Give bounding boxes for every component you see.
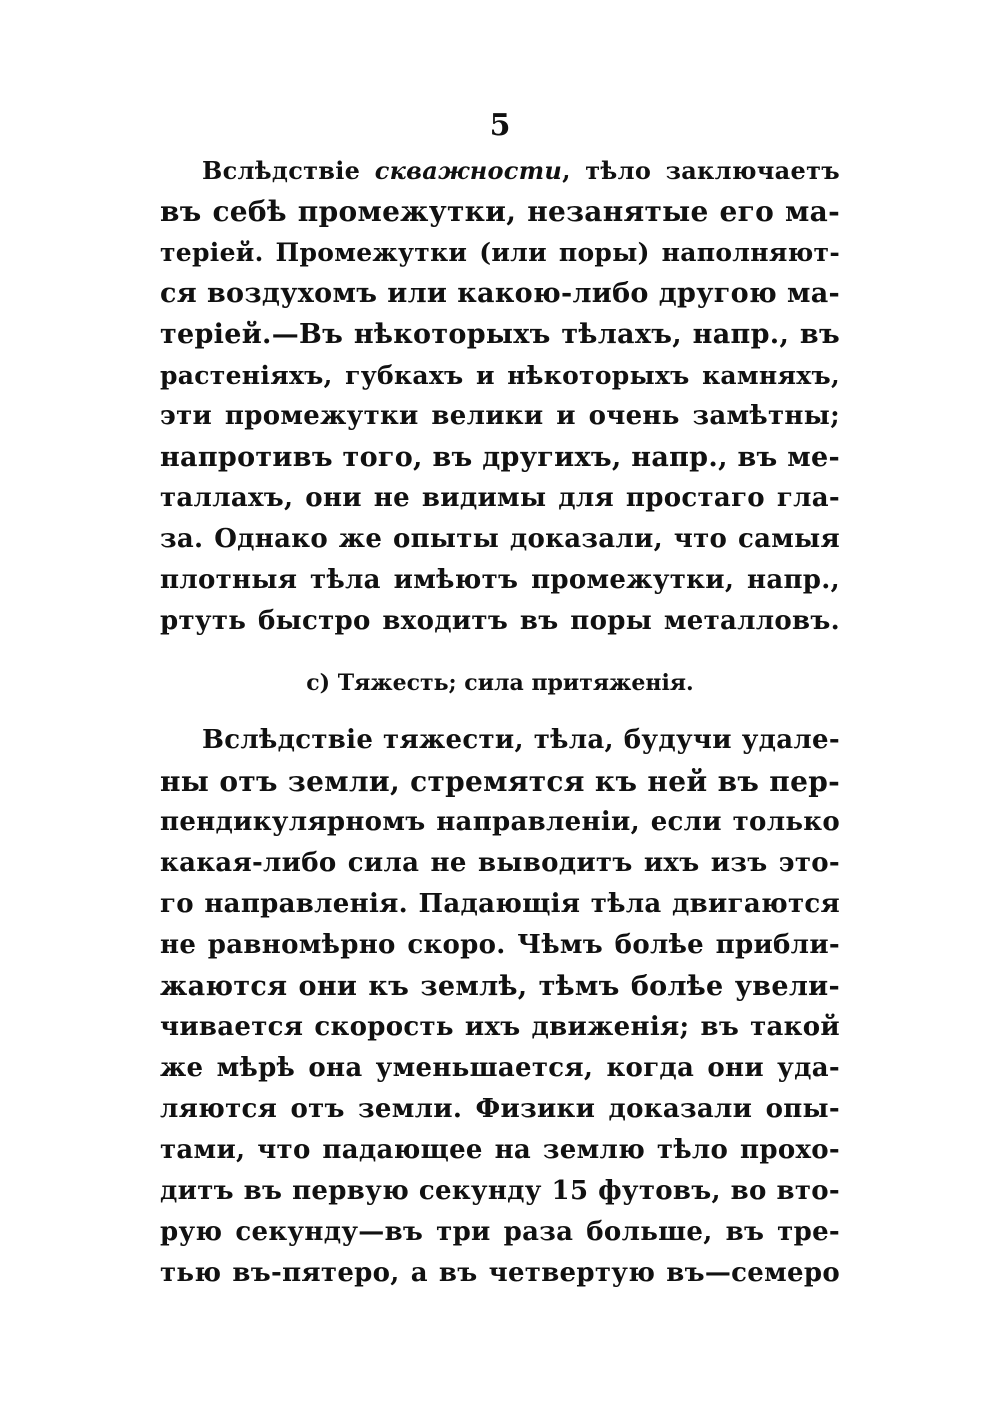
paragraph-line: ся воздухомъ или какою-либо другою ма- xyxy=(160,278,840,309)
paragraph-line: эти промежутки велики и очень замѣтны; xyxy=(160,401,840,431)
paragraph-line: растеніяхъ, губкахъ и нѣкоторыхъ камняхъ, xyxy=(160,361,840,390)
paragraph-line xyxy=(160,150,840,191)
paragraph-line: ляются отъ земли. Физики доказали опы- xyxy=(160,1094,840,1124)
paragraph-line: жаются они къ землѣ, тѣмъ болѣе увели- xyxy=(160,971,840,1002)
paragraph-line: дитъ въ первую секунду 15 футовъ, во вто- xyxy=(160,1176,840,1206)
page-number: 5 xyxy=(489,108,511,143)
paragraph-line: го направленія. Падающія тѣла двигаются xyxy=(160,889,840,919)
paragraph-line: же мѣрѣ она уменьшается, когда они уда- xyxy=(160,1053,840,1083)
paragraph-line: рую секунду—въ три раза больше, въ тре- xyxy=(160,1217,840,1247)
emphasized-term: скважности xyxy=(374,156,563,185)
line-text: , тѣло заключаетъ xyxy=(562,156,840,185)
paragraph-line: тью въ-пятеро, а въ четвертую въ—семеро xyxy=(160,1258,840,1288)
section-heading: c) Тяжесть; сила притяженія. xyxy=(306,670,694,696)
paragraph-gravity xyxy=(160,720,840,1294)
paragraph-line: ны отъ земли, стремятся къ ней въ пер- xyxy=(160,765,840,798)
paragraph-line: не равномѣрно скоро. Чѣмъ болѣе прибли- xyxy=(160,930,840,960)
paragraph-line: какая-либо сила не выводитъ ихъ изъ это- xyxy=(160,848,840,878)
paragraph-line: тами, что падающее на землю тѣло прохо- xyxy=(160,1135,840,1165)
paragraph-line: въ себѣ промежутки, незанятые его ма- xyxy=(160,195,840,228)
paragraph-line: теріей.—Въ нѣкоторыхъ тѣлахъ, напр., въ xyxy=(160,319,840,350)
paragraph-line: Вслѣдствіе тяжести, тѣла, будучи удале- xyxy=(202,725,840,755)
paragraph-line: ртуть быстро входитъ въ поры металловъ. xyxy=(160,606,840,636)
paragraph-porosity xyxy=(160,150,840,642)
paragraph-line: пендикулярномъ направленіи, если только xyxy=(160,807,840,837)
paragraph-line: напротивъ того, въ другихъ, напр., въ ме- xyxy=(160,442,840,473)
paragraph-line: за. Однако же опыты доказали, что самыя xyxy=(160,524,840,554)
paragraph-line: плотныя тѣла имѣютъ промежутки, напр., xyxy=(160,565,840,595)
paragraph-line: чивается скорость ихъ движенія; въ такой xyxy=(160,1012,840,1042)
paragraph-line: таллахъ, они не видимы для простаго гла- xyxy=(160,483,840,513)
line-text: Вслѣдствіе xyxy=(202,156,375,185)
paragraph-line: теріей. Промежутки (или поры) наполняют- xyxy=(160,238,840,267)
